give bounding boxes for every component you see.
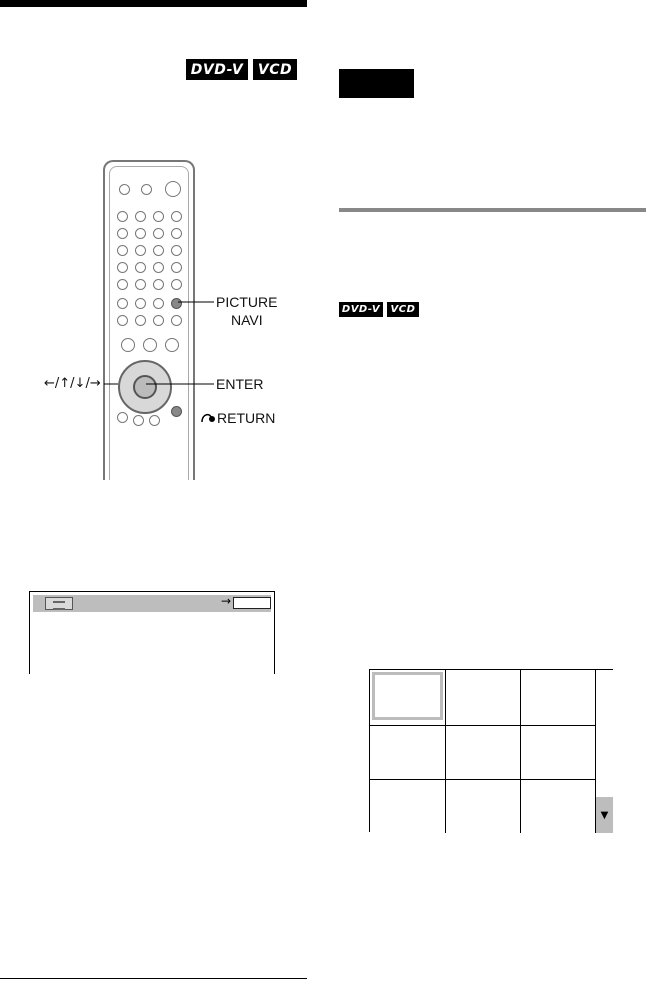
osd-control-bar	[33, 595, 271, 612]
vcd-badge-small: VCD	[387, 302, 419, 317]
return-arrow-icon	[199, 410, 217, 429]
disc-menu-icon	[45, 597, 73, 610]
picture-navi-label: PICTURE	[216, 294, 278, 310]
dvd-v-badge-small: DVD-V	[339, 302, 383, 317]
selected-scene-cell	[372, 672, 443, 720]
arrow-right-icon: →	[221, 594, 232, 608]
osd-display	[29, 591, 275, 674]
footer-rule	[0, 978, 307, 979]
picture-navi-label-line2: NAVI	[231, 312, 263, 328]
grid-line	[520, 670, 521, 833]
grid-line	[445, 670, 446, 833]
scroll-down-icon: ▼	[596, 797, 613, 833]
arrows-label: ←/↑/↓/→	[44, 376, 101, 391]
picture-navi-grid	[369, 669, 613, 832]
vcd-badge: VCD	[253, 59, 297, 80]
dvd-v-badge: DVD-V	[186, 59, 248, 80]
osd-value-field	[233, 597, 271, 609]
grid-line	[370, 779, 595, 780]
grid-line	[370, 725, 595, 726]
grid-scrollbar	[595, 670, 613, 833]
return-label: RETURN	[217, 410, 276, 426]
enter-label: ENTER	[216, 376, 264, 392]
